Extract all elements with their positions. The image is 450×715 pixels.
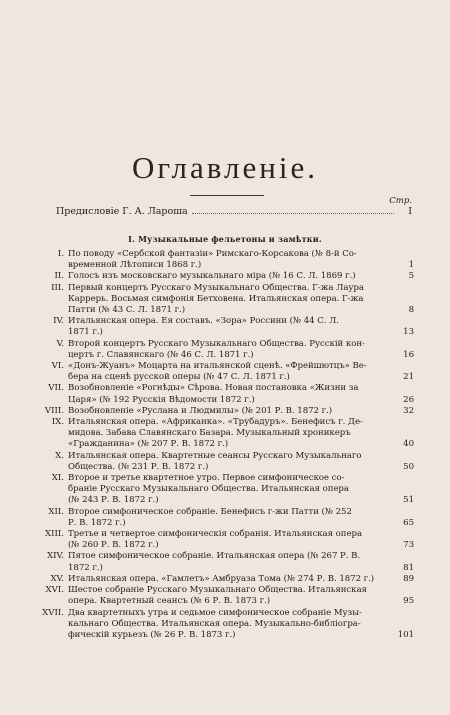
toc-entry-text: Голосъ изъ московскаго музыкальнаго міра (№ 16 С. Л. 1869 г.)	[68, 271, 356, 282]
toc-entry	[26, 339, 414, 361]
toc-entry-page: 5	[408, 271, 414, 282]
toc-entry-text: Каррерь. Восьмая симфонія Бетховена. Итальянская опера. Г-жа	[68, 293, 364, 304]
toc-entry-text: Патти (№ 43 С. Л. 1871 г.)	[68, 305, 186, 316]
toc-entry-text: мидова. Забава Славянскаго Базара. Музыкальный хроникеръ	[68, 428, 351, 439]
toc-entry	[26, 451, 414, 473]
toc-entry	[26, 473, 414, 507]
toc-entry-line	[68, 484, 414, 495]
toc-entry-body	[68, 585, 414, 607]
toc-entry-line	[68, 540, 414, 551]
toc-entry-line	[68, 361, 414, 372]
toc-entry-text: «Донъ-Жуанъ» Моцарта на итальянской сценѣ. «Фрейшютцъ» Ве-	[68, 361, 367, 372]
toc-entry-line	[68, 574, 414, 585]
toc-entry-text: Пятое симфоническое собраніе. Итальянская опера (№ 267 Р. В.	[68, 551, 361, 562]
toc-entry-text: Шестое собраніе Русскаго Музыкальнаго Общества. Итальянская	[68, 585, 367, 596]
toc-entry-text: 1871 г.)	[68, 327, 103, 338]
toc-entry-text: Третье и четвертое симфоническія собранія. Итальянская опера	[68, 529, 363, 540]
toc-entry-line	[68, 417, 414, 428]
toc-entry-text: Итальянская опера. «Африканка». «Трубадуръ». Бенефисъ г. Де-	[68, 417, 363, 428]
toc-entry-number: I.	[57, 249, 64, 259]
toc-entry-number: VI.	[51, 361, 64, 372]
toc-entry-text: бера на сценѣ русской оперы (№ 47 С. Л. 1871 г.)	[68, 372, 290, 383]
toc-entry	[26, 507, 414, 529]
toc-entry	[26, 417, 414, 451]
toc-entry	[26, 585, 414, 607]
toc-entry-page: 81	[403, 562, 414, 573]
toc-entry-number: IV.	[53, 316, 64, 327]
toc-entry-number: III.	[51, 282, 64, 293]
toc-entry-number: XII.	[48, 506, 64, 517]
toc-entry-line	[68, 551, 414, 562]
toc-entry-number: XIII.	[44, 529, 64, 540]
toc-entry-body	[68, 451, 414, 473]
toc-entry-page: 101	[397, 629, 414, 640]
toc-entry-line	[68, 596, 414, 607]
toc-entry-body	[68, 473, 414, 507]
toc-entry-line	[68, 428, 414, 439]
toc-entry-line	[68, 294, 414, 305]
toc-entry-page: 65	[403, 517, 414, 528]
toc-entry-line	[68, 283, 414, 294]
toc-entry-page: 21	[403, 372, 414, 383]
toc-entry-body	[68, 283, 414, 317]
toc-entry-number: V.	[56, 338, 64, 349]
toc-entry-text: (№ 243 Р. В. 1872 г.)	[68, 495, 159, 506]
toc-entry-line	[68, 395, 414, 406]
toc-entry-number: VII.	[48, 383, 64, 394]
toc-entry-line	[68, 249, 414, 260]
toc-entry-line	[68, 518, 414, 529]
section-heading: I. Музыкальные фельетоны и замѣтки.	[128, 234, 322, 244]
toc-entry-line	[68, 327, 414, 338]
toc-entry-line	[68, 563, 414, 574]
toc-entry-line	[68, 305, 414, 316]
toc-entry-line	[68, 451, 414, 462]
toc-entry-body	[68, 316, 414, 338]
toc-entry-line	[68, 495, 414, 506]
toc-entry-page: 73	[403, 540, 414, 551]
toc-entry-text: Второе и третье квартетное утро. Первое симфоническое со-	[68, 473, 345, 484]
toc-entry	[26, 316, 414, 338]
toc-entry-text: браніе Русскаго Музыкальнаго Общества. Итальянская опера	[68, 484, 349, 495]
toc-entry-text: кальнаго Общества. Итальянская опера. Музыкально-библіогра-	[68, 618, 361, 629]
toc-entry-page: 32	[403, 405, 414, 416]
toc-entry-body	[68, 406, 414, 417]
toc-entry-text: «Гражданина» (№ 207 Р. В. 1872 г.)	[68, 439, 229, 450]
toc-entry-text: Возобновленіе «Руслана и Людмилы» (№ 201 Р. В. 1872 г.)	[68, 405, 333, 416]
toc-entry-text: Итальянская опера. Квартетные сеансы Русскаго Музыкальнаго	[68, 450, 362, 461]
toc-entry-page: 16	[403, 349, 414, 360]
preface-entry	[56, 206, 412, 217]
toc-entry-page: 26	[403, 394, 414, 405]
toc-entry-page: 95	[403, 596, 414, 607]
toc-entry-line	[68, 383, 414, 394]
toc-entry-body	[68, 417, 414, 451]
toc-entry-number: X.	[55, 450, 64, 461]
toc-entry-line	[68, 462, 414, 473]
toc-entry-page: 1	[408, 260, 414, 271]
toc-entry-text: Возобновленіе «Рогнѣды» Сѣрова. Новая постановка «Жизни за	[68, 383, 359, 394]
toc-entry-body	[68, 271, 414, 282]
toc-entry	[26, 361, 414, 383]
toc-entry-page: 13	[403, 327, 414, 338]
toc-entry-text: Р. В. 1872 г.)	[68, 517, 126, 528]
toc-entry	[26, 283, 414, 317]
toc-entry-page: 8	[408, 305, 414, 316]
toc-entry-line	[68, 372, 414, 383]
toc-entry-line	[68, 619, 414, 630]
toc-entry-line	[68, 316, 414, 327]
toc-entry-line	[68, 271, 414, 282]
toc-entry-text: Два квартетныхъ утра и седьмое симфоническое собраніе Музы-	[68, 607, 362, 618]
toc-entry-text: Итальянская опера. «Гамлетъ» Амбруаза Тома (№ 274 Р. В. 1872 г.)	[68, 573, 375, 584]
dot-leader	[192, 213, 394, 214]
page-column-label: Стр.	[389, 196, 412, 206]
toc-entry-number: IX.	[51, 417, 64, 428]
toc-entry-text: (№ 260 Р. В. 1872 г.)	[68, 540, 159, 551]
toc-entry-body	[68, 574, 414, 585]
toc-entry-body	[68, 339, 414, 361]
toc-entry-line	[68, 439, 414, 450]
toc-entry-body	[68, 608, 414, 642]
toc-entry-body	[68, 361, 414, 383]
toc-entry-text: цертъ г. Славянскаго (№ 46 С. Л. 1871 г.)	[68, 349, 254, 360]
toc-entry-text: Второй концертъ Русскаго Музыкальнаго Общества. Русскій кон-	[68, 338, 365, 349]
toc-entry	[26, 529, 414, 551]
toc-entry-text: По поводу «Сербской фантазіи» Римскаго-Корсакова (№ 8-й Со-	[68, 249, 357, 259]
toc-entry-line	[68, 529, 414, 540]
toc-entry-text: фическій курьезъ (№ 26 Р. В. 1873 г.)	[68, 629, 236, 640]
toc-entry-text: Первый концертъ Русскаго Музыкальнаго Общества. Г-жа Лаура	[68, 282, 364, 293]
toc-entry	[26, 406, 414, 417]
toc-entry-line	[68, 260, 414, 271]
toc-entry-number: XVII.	[42, 607, 64, 618]
toc-entry	[26, 551, 414, 573]
toc-entry-body	[68, 383, 414, 405]
toc-entry-text: Царя» (№ 192 Русскія Вѣдомости 1872 г.)	[68, 394, 255, 405]
title-rule	[190, 195, 264, 196]
toc-entry-body	[68, 249, 414, 271]
toc-entry-line	[68, 406, 414, 417]
toc-entry-line	[68, 585, 414, 596]
toc-entry-page: 51	[403, 495, 414, 506]
toc-entry-number: VIII.	[44, 405, 64, 416]
toc-entry-body	[68, 507, 414, 529]
toc-entry-text: опера. Квартетный сеансъ (№ 6 Р. В. 1873 г.)	[68, 596, 271, 607]
toc-entry-line	[68, 350, 414, 361]
toc-entry-text: Второе симфоническое собраніе. Бенефисъ г-жи Патти (№ 252	[68, 506, 352, 517]
toc-entry-body	[68, 551, 414, 573]
toc-entry	[26, 608, 414, 642]
toc-entry	[26, 574, 414, 585]
toc-entry-text: Итальянская опера. Ея составъ. «Зора» Россини (№ 44 С. Л.	[68, 316, 339, 327]
toc-entry-line	[68, 339, 414, 350]
toc-entry-text: временной Лѣтописи 1868 г.)	[68, 260, 202, 271]
toc-entry-number: XI.	[51, 473, 64, 484]
preface-page: I	[408, 206, 412, 217]
table-of-contents	[26, 249, 414, 641]
toc-entry-text: Общества. (№ 231 Р. В. 1872 г.)	[68, 461, 209, 472]
toc-entry-number: II.	[54, 271, 64, 282]
toc-entry-text: 1872 г.)	[68, 562, 103, 573]
toc-entry-number: XVI.	[45, 585, 64, 596]
toc-entry	[26, 271, 414, 282]
toc-entry-page: 89	[403, 573, 414, 584]
toc-entry-body	[68, 529, 414, 551]
toc-entry-line	[68, 507, 414, 518]
toc-entry-page: 40	[403, 439, 414, 450]
toc-entry	[26, 383, 414, 405]
toc-entry-line	[68, 473, 414, 484]
toc-entry-line	[68, 630, 414, 641]
toc-entry-number: XV.	[50, 573, 64, 584]
page-title: Оглавленіе.	[132, 150, 318, 185]
toc-entry-number: XIV.	[47, 551, 64, 562]
toc-entry-line	[68, 608, 414, 619]
toc-entry	[26, 249, 414, 271]
toc-entry-page: 50	[403, 461, 414, 472]
preface-text: Предисловіе Г. А. Лароша	[56, 206, 188, 217]
